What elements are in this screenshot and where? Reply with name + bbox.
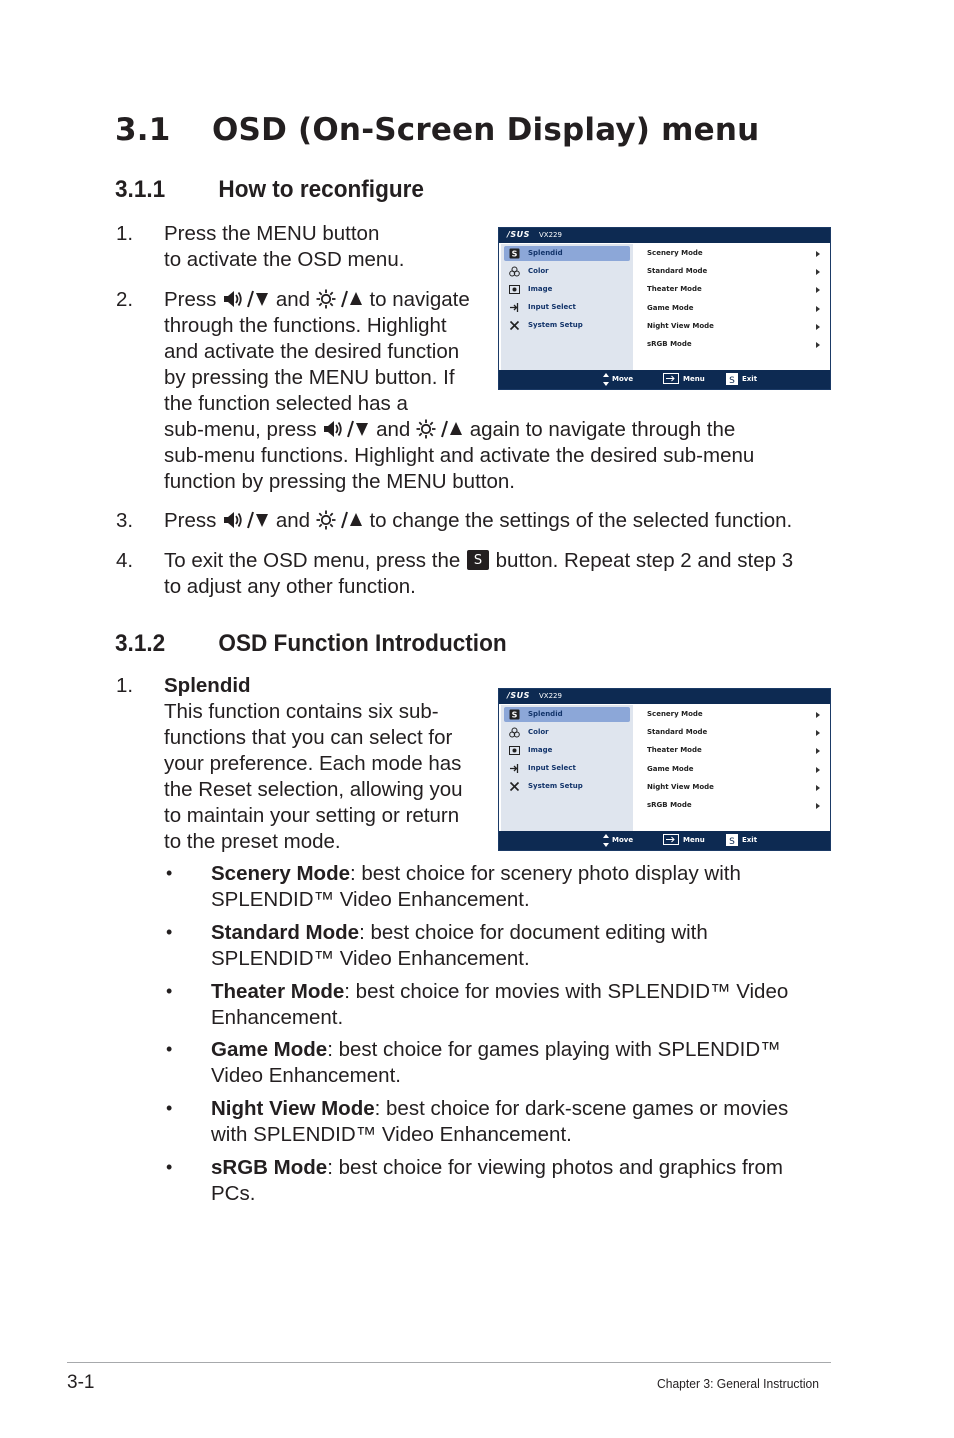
bullet-line xyxy=(211,861,741,887)
mode-name: Theater Mode xyxy=(211,980,345,1003)
move-updown-icon xyxy=(603,373,609,386)
osd-submenu-item[interactable]: Night View Mode xyxy=(647,782,714,791)
step-text: and xyxy=(275,509,311,532)
item-desc: to the preset mode. xyxy=(164,830,341,853)
chevron-right-icon xyxy=(816,324,820,330)
menu-enter-icon xyxy=(663,834,679,845)
osd-menu-item[interactable] xyxy=(504,300,630,315)
mode-desc: Video Enhancement. xyxy=(211,1064,401,1087)
step-text: sub-menu, press xyxy=(164,418,317,441)
osd-menu-item[interactable] xyxy=(504,264,630,279)
osd-submenu-item[interactable]: Standard Mode xyxy=(647,267,708,276)
osd-menu-label: Image xyxy=(528,746,553,754)
osd-move-label: Move xyxy=(612,836,634,844)
page-title-text: OSD (On-Screen Display) menu xyxy=(212,112,760,148)
section-number: 3.1.1 xyxy=(115,176,166,203)
brightness-up-icon xyxy=(316,289,364,309)
item-desc: your preference. Each mode has xyxy=(164,752,462,775)
mode-name: Night View Mode xyxy=(211,1097,375,1120)
chevron-right-icon xyxy=(816,269,820,275)
step-number: 3. xyxy=(116,509,134,532)
brightness-up-icon xyxy=(416,419,464,439)
asus-logo: /SUS xyxy=(507,691,530,700)
chevron-right-icon xyxy=(816,712,820,718)
osd-title-bar xyxy=(499,689,830,704)
osd-menu-item[interactable] xyxy=(504,761,630,776)
splendid-s-glyph: S xyxy=(473,553,483,568)
footer-divider xyxy=(67,1362,831,1363)
mode-name: Game Mode xyxy=(211,1038,328,1061)
osd-menu-item[interactable] xyxy=(504,725,630,740)
osd-footer-bar xyxy=(499,831,830,850)
osd-submenu xyxy=(636,705,830,832)
step-text: the function selected has a xyxy=(164,392,408,415)
osd-submenu-item[interactable]: Standard Mode xyxy=(647,728,708,737)
osd-submenu-item[interactable]: Theater Mode xyxy=(647,746,702,755)
step-text: to adjust any other function. xyxy=(164,575,416,598)
bullet-line xyxy=(211,979,788,1005)
osd-menu-label: Menu xyxy=(683,375,705,383)
step-text: button. Repeat step 2 and step 3 xyxy=(495,549,794,572)
osd-submenu-item[interactable]: Game Mode xyxy=(647,303,694,312)
step-text: To exit the OSD menu, press the xyxy=(164,549,461,572)
chevron-right-icon xyxy=(816,342,820,348)
step-number: 4. xyxy=(116,549,134,572)
mode-desc: : best choice for dark-scene games or movies xyxy=(374,1097,789,1120)
step-text-line xyxy=(164,548,793,574)
page-number: 3-1 xyxy=(67,1372,95,1393)
mode-desc: Enhancement. xyxy=(211,1006,344,1029)
osd-move-label: Move xyxy=(612,375,634,383)
osd-menu-label: Color xyxy=(528,267,549,275)
item-desc: the Reset selection, allowing you xyxy=(164,778,463,801)
step-text: to navigate xyxy=(369,288,470,311)
osd-submenu xyxy=(636,244,830,371)
mode-name: Scenery Mode xyxy=(211,862,350,885)
osd-menu-label: Splendid xyxy=(528,710,563,718)
osd-main-menu xyxy=(501,244,633,371)
step-text: sub-menu functions. Highlight and activate the desired sub-menu xyxy=(164,444,755,467)
osd-menu-item[interactable] xyxy=(504,282,630,297)
osd-main-menu xyxy=(501,705,633,832)
osd-menu-label: System Setup xyxy=(528,782,583,790)
osd-model: VX229 xyxy=(539,692,562,700)
step-text: again to navigate through the xyxy=(469,418,736,441)
mode-desc: SPLENDID™ Video Enhancement. xyxy=(211,888,530,911)
osd-submenu-item[interactable]: Scenery Mode xyxy=(647,249,703,257)
mode-desc: PCs. xyxy=(211,1182,256,1205)
bullet-marker: • xyxy=(166,1157,173,1177)
move-updown-icon xyxy=(603,834,609,847)
volume-down-icon xyxy=(222,510,270,530)
step-text-line xyxy=(164,417,735,443)
menu-enter-icon xyxy=(663,373,679,384)
osd-menu-label: Input Select xyxy=(528,764,576,772)
section-heading-osd-function xyxy=(115,630,507,658)
chevron-right-icon xyxy=(816,251,820,257)
osd-submenu-item[interactable]: sRGB Mode xyxy=(647,801,692,809)
page-title-number: 3.1 xyxy=(115,112,171,148)
osd-submenu-item[interactable]: sRGB Mode xyxy=(647,340,692,348)
splendid-s-icon xyxy=(466,549,490,571)
step-text: to activate the OSD menu. xyxy=(164,248,405,271)
chevron-right-icon xyxy=(816,785,820,791)
bullet-marker: • xyxy=(166,1039,173,1059)
item-desc: to maintain your setting or return xyxy=(164,804,460,827)
mode-desc: : best choice for document editing with xyxy=(359,921,708,944)
brightness-up-icon xyxy=(316,510,364,530)
chevron-right-icon xyxy=(816,730,820,736)
osd-menu-item[interactable] xyxy=(504,246,630,261)
osd-submenu-item[interactable]: Theater Mode xyxy=(647,285,702,294)
bullet-marker: • xyxy=(166,922,173,942)
osd-exit-label: Exit xyxy=(742,375,758,383)
item-number: 1. xyxy=(116,674,134,697)
mode-name: sRGB Mode xyxy=(211,1156,328,1179)
osd-title-bar xyxy=(499,228,830,243)
mode-desc: with SPLENDID™ Video Enhancement. xyxy=(211,1123,572,1146)
chevron-right-icon xyxy=(816,306,820,312)
chevron-right-icon xyxy=(816,287,820,293)
mode-desc: SPLENDID™ Video Enhancement. xyxy=(211,947,530,970)
svg-text:S: S xyxy=(511,710,518,720)
section-title: OSD Function Introduction xyxy=(218,630,507,657)
step-number: 1. xyxy=(116,222,134,245)
osd-footer-bar xyxy=(499,370,830,389)
osd-menu-screenshot xyxy=(498,227,831,390)
chevron-right-icon xyxy=(816,748,820,754)
step-text: Press xyxy=(164,288,217,311)
bullet-marker: • xyxy=(166,981,173,1001)
section-title: How to reconfigure xyxy=(218,176,424,203)
item-desc: functions that you can select for xyxy=(164,726,453,749)
step-text-line xyxy=(164,508,792,534)
step-text: and xyxy=(275,288,311,311)
mode-desc: : best choice for scenery photo display with xyxy=(350,862,741,885)
step-text: Press the MENU button xyxy=(164,222,380,245)
asus-logo: /SUS xyxy=(507,230,530,239)
step-text: and activate the desired function xyxy=(164,340,460,363)
step-text: function by pressing the MENU button. xyxy=(164,470,515,493)
mode-desc: : best choice for viewing photos and graphics from xyxy=(327,1156,783,1179)
mode-name: Standard Mode xyxy=(211,921,360,944)
mode-desc: : best choice for movies with SPLENDID™ Video xyxy=(344,980,789,1003)
osd-menu-screenshot xyxy=(498,688,831,851)
step-text: to change the settings of the selected function. xyxy=(369,509,793,532)
osd-model: VX229 xyxy=(539,231,562,239)
osd-submenu-item[interactable]: Night View Mode xyxy=(647,321,714,330)
exit-s-icon xyxy=(726,834,738,846)
step-text: and xyxy=(376,418,411,441)
osd-menu-label: System Setup xyxy=(528,321,583,329)
bullet-line xyxy=(211,1096,788,1122)
svg-text:S: S xyxy=(729,376,735,385)
exit-s-icon xyxy=(726,373,738,385)
bullet-line xyxy=(211,1037,781,1063)
item-name: Splendid xyxy=(164,674,251,697)
osd-menu-item[interactable] xyxy=(504,779,630,794)
bullet-line xyxy=(211,920,708,946)
section-heading-reconfigure xyxy=(115,176,424,204)
osd-menu-label: Color xyxy=(528,728,549,736)
osd-menu-label: Menu xyxy=(683,836,705,844)
step-number: 2. xyxy=(116,288,134,311)
chevron-right-icon xyxy=(816,767,820,773)
chevron-right-icon xyxy=(816,803,820,809)
chapter-label: Chapter 3: General Instruction xyxy=(657,1376,819,1391)
bullet-marker: • xyxy=(166,1098,173,1118)
osd-submenu-item[interactable]: Scenery Mode xyxy=(647,710,703,718)
osd-menu-item[interactable] xyxy=(504,318,630,333)
step-text: by pressing the MENU button. If xyxy=(164,366,455,389)
item-desc: This function contains six sub- xyxy=(164,700,439,723)
svg-text:S: S xyxy=(729,837,735,846)
section-number: 3.1.2 xyxy=(115,630,166,657)
volume-down-icon xyxy=(322,419,370,439)
osd-menu-label: Input Select xyxy=(528,303,576,311)
bullet-marker: • xyxy=(166,863,173,883)
volume-down-icon xyxy=(222,289,270,309)
osd-submenu-item[interactable]: Game Mode xyxy=(647,764,694,773)
osd-menu-label: Image xyxy=(528,285,553,293)
osd-menu-label: Splendid xyxy=(528,249,563,257)
svg-text:S: S xyxy=(511,249,518,259)
step-text: through the functions. Highlight xyxy=(164,314,447,337)
mode-desc: : best choice for games playing with SPLENDID™ xyxy=(327,1038,781,1061)
page-title xyxy=(115,112,759,148)
osd-exit-label: Exit xyxy=(742,836,758,844)
step-text-line xyxy=(164,287,470,313)
osd-menu-item[interactable] xyxy=(504,743,630,758)
osd-menu-item[interactable] xyxy=(504,707,630,722)
step-text: Press xyxy=(164,509,217,532)
bullet-line xyxy=(211,1155,783,1181)
